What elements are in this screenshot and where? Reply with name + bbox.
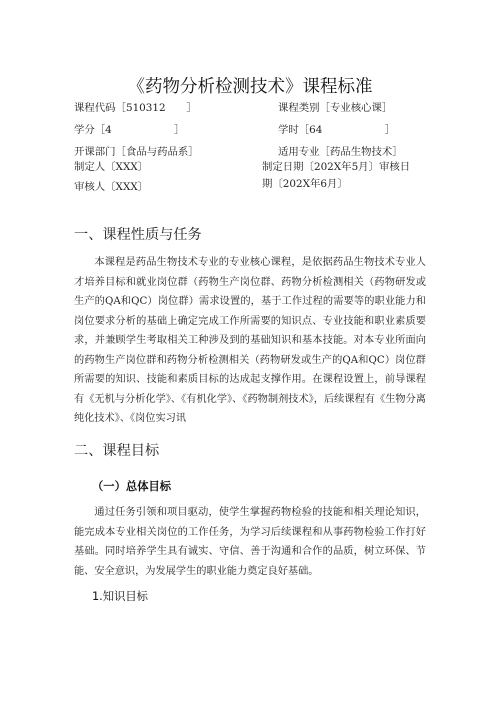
document-title: 《药物分析检测技术》课程标准 [127, 77, 373, 97]
section-2-heading: 二、课程目标 [74, 443, 160, 459]
course-hours: 学时［64 ］ [278, 124, 396, 136]
section-2-subheading: （一）总体目标 [92, 480, 172, 493]
applicable-major: 适用专业［药品生物技术］ [278, 146, 403, 158]
course-author: 制定人〔XXX〕 [74, 161, 149, 173]
course-reviewer: 审核人〔XXX〕 [74, 181, 149, 193]
date-made-line-2: 期〔202X年6月〕 [262, 178, 348, 190]
course-type: 课程类别［专业核心课］ [278, 102, 393, 114]
section-1-heading: 一、课程性质与任务 [74, 227, 202, 243]
course-code: 课程代码［510312 ］ [74, 102, 197, 114]
course-department: 开课部门［食品与药品系］ [74, 146, 199, 158]
date-made-line-1: 制定日期〔202X年5月〕审核日 [262, 161, 411, 173]
section-1-paragraph: 本课程是药品生物技术专业的专业核心课程，是依据药品生物技术专业人才培养目标和就业岗位群（药物生产岗位群、药物分析检测相关（药物研发或生产的QA和QC）岗位群）需求设置的，基于工作过程的需要等的职业能力和岗位要求分析的基础上确定完成工作所需要的知识点、专业技能和职业素质要求，并兼顾学生考取相关工种涉及到的基础知识和基本技能。对本专业所面向的药物生产岗位群和药物分析检测相关（药物研发或生产的QA和QC）岗位群所需要的知识、技能和素质目标的达成起支撑作用。在课程设置上，前导课程有《无机与分析化学》、《有机化学》、《药物制剂技术》，后续课程有《生物分离纯化技术》、《岗位实习讯 [74, 257, 426, 424]
section-2-paragraph: 通过任务引领和项目驱动，使学生掌握药物检验的技能和相关理论知识，能完成本专业相关岗位的工作任务，为学习后续课程和从事药物检验工作打好基础。同时培养学生具有诚实、守信、善于沟通和合作的品质，树立环保、节能、安全意识，为发展学生的职业能力奠定良好基础。 [74, 507, 426, 577]
course-credits: 学分［4 ］ [74, 124, 185, 136]
knowledge-goal-heading: 1.知识目标 [92, 590, 148, 603]
